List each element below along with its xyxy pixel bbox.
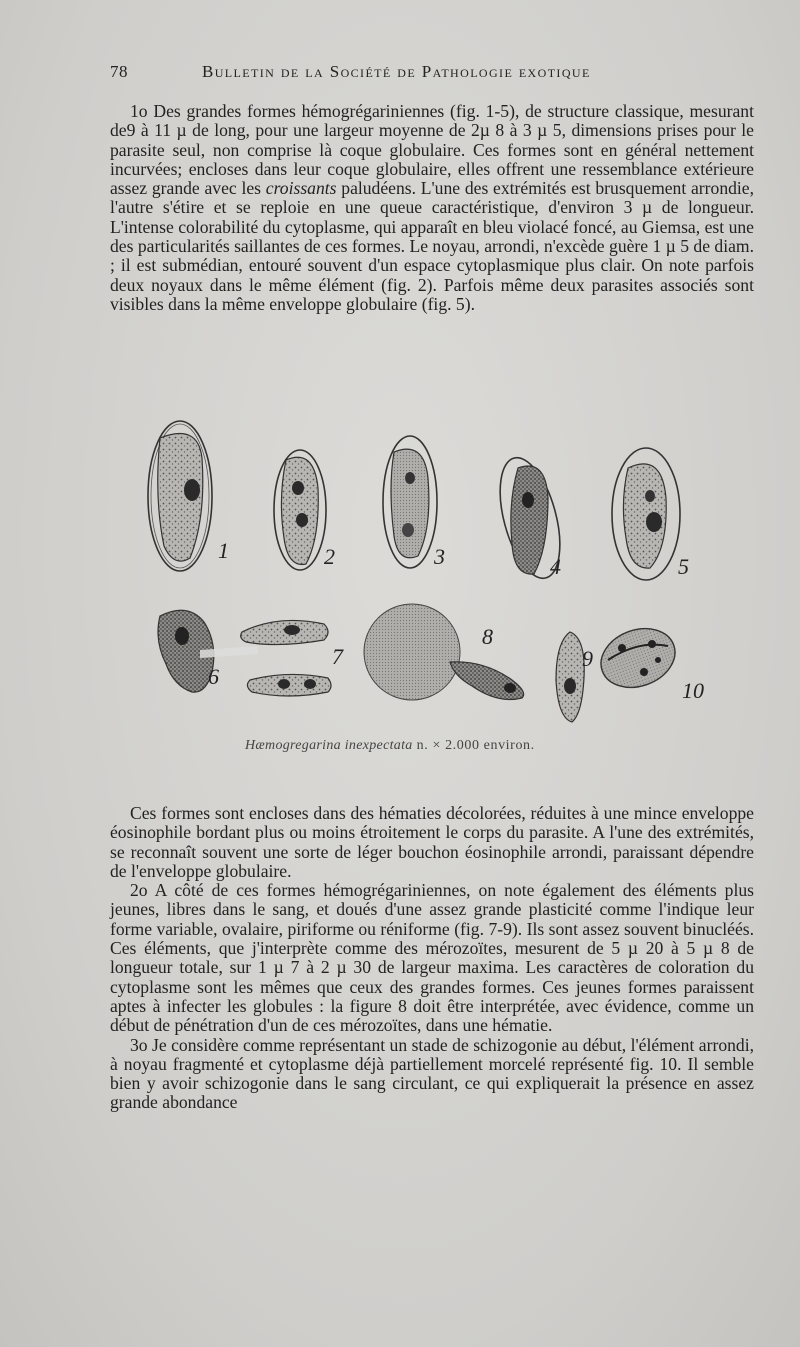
caption-species: Hæmogregarina inexpectata — [245, 738, 413, 753]
fig-7-parasites — [241, 620, 331, 696]
fig-label-6: 6 — [208, 664, 219, 689]
paragraph-large-forms — [110, 102, 754, 314]
fig-label-8: 8 — [482, 624, 493, 649]
figure-caption — [245, 738, 665, 754]
fig-3-parasite — [383, 436, 437, 568]
fig-label-5: 5 — [678, 554, 689, 579]
fig-10-parasite — [593, 619, 684, 698]
fig-8-parasite — [364, 604, 524, 700]
paragraph-envelope: Ces formes sont encloses dans des hématies décolorées, réduites à une mince enveloppe éosinophile bordant plus ou moins étroitement le corps du parasite. A l'une des extrémités, se reconnaît souvent une sorte de léger bouchon éosinophile arrondi, paraissant dépendre de l'enveloppe globulaire. — [110, 803, 754, 881]
fig-1-parasite — [148, 421, 212, 571]
journal-title: Bulletin de la Société de Pathologie exotique — [202, 62, 591, 81]
paragraph-text: 1o Des grandes formes hémogrégariniennes (fig. 1-5), de structure classique, mesurant de9 à 11 µ de long, pour une largeur moyenne de 2µ 8 à 3 µ 5, dimensions prises pour le parasite seul, non comprise là coque globulaire. Ces formes sont en général nettement incurvées; encloses dans leur coque globulaire, elles offrent une ressemblance extérieure assez grande avec les — [110, 101, 754, 199]
caption-magnification: n. × 2.000 environ. — [412, 738, 535, 753]
fig-2-parasite — [274, 450, 326, 570]
figure-illustration — [138, 418, 718, 742]
fig-5-parasite — [612, 448, 680, 580]
body-text-continued — [110, 804, 754, 1113]
fig-label-7: 7 — [332, 644, 343, 669]
fig-label-9: 9 — [582, 646, 593, 671]
paragraph-merozoites: 2o A côté de ces formes hémogrégariniennes, on note également des éléments plus jeunes, libres dans le sang, et doués d'une assez grande plasticité comme l'indique leur forme variable, ovalaire, piriforme ou réniforme (fig. 7-9). Ils sont assez souvent binucléés. Ces éléments, que j'interprète comme des mérozoïtes, mesurent de 5 µ 20 à 5 µ 8 de longueur totale, sur 1 µ 7 à 2 µ 30 de largeur maxima. Les caractères de coloration du cytoplasme sont les mêmes que ceux des grandes formes. Ces jeunes formes paraissent aptes à infecter les globules : la figure 8 doit être interprétée, avec évidence, comme un début de pénétration d'un de ces mérozoïtes, dans une hématie. — [110, 880, 754, 1036]
parasite-figure — [138, 418, 718, 742]
fig-label-10: 10 — [682, 678, 704, 703]
running-header — [110, 62, 754, 88]
italic-term: croissants — [265, 178, 337, 199]
fig-9-parasite — [556, 632, 584, 722]
fig-label-2: 2 — [324, 544, 335, 569]
paragraph-text: paludéens. L'une des extrémités est brusquement arrondie, l'autre s'étire et se reploie en une queue caractéristique, d'environ 3 µ de longueur. L'intense colorabilité du cytoplasme, qui apparaît en bleu violacé foncé, au Giemsa, est une des particularités saillantes de ces formes. Le noyau, arrondi, n'excède guère 1 µ 5 de diam. ; il est submédian, entouré souvent d'un espace cytoplasmique plus clair. On note parfois deux noyaux dans le même élément (fig. 2). Parfois même deux parasites associés sont visibles dans la même enveloppe globulaire (fig. 5). — [110, 178, 755, 314]
fig-label-3: 3 — [434, 544, 445, 569]
paragraph-schizogony: 3o Je considère comme représentant un stade de schizogonie au début, l'élément arrondi, à noyau fragmenté et cytoplasme déjà partiellement morcelé représenté fig. 10. Il semble bien y avoir schizogonie dans le sang circulant, ce qui expliquerait la présence en assez grande abondance — [110, 1034, 754, 1113]
fig-label-1: 1 — [218, 538, 229, 563]
page-number: 78 — [110, 62, 128, 81]
fig-label-4: 4 — [550, 554, 561, 579]
